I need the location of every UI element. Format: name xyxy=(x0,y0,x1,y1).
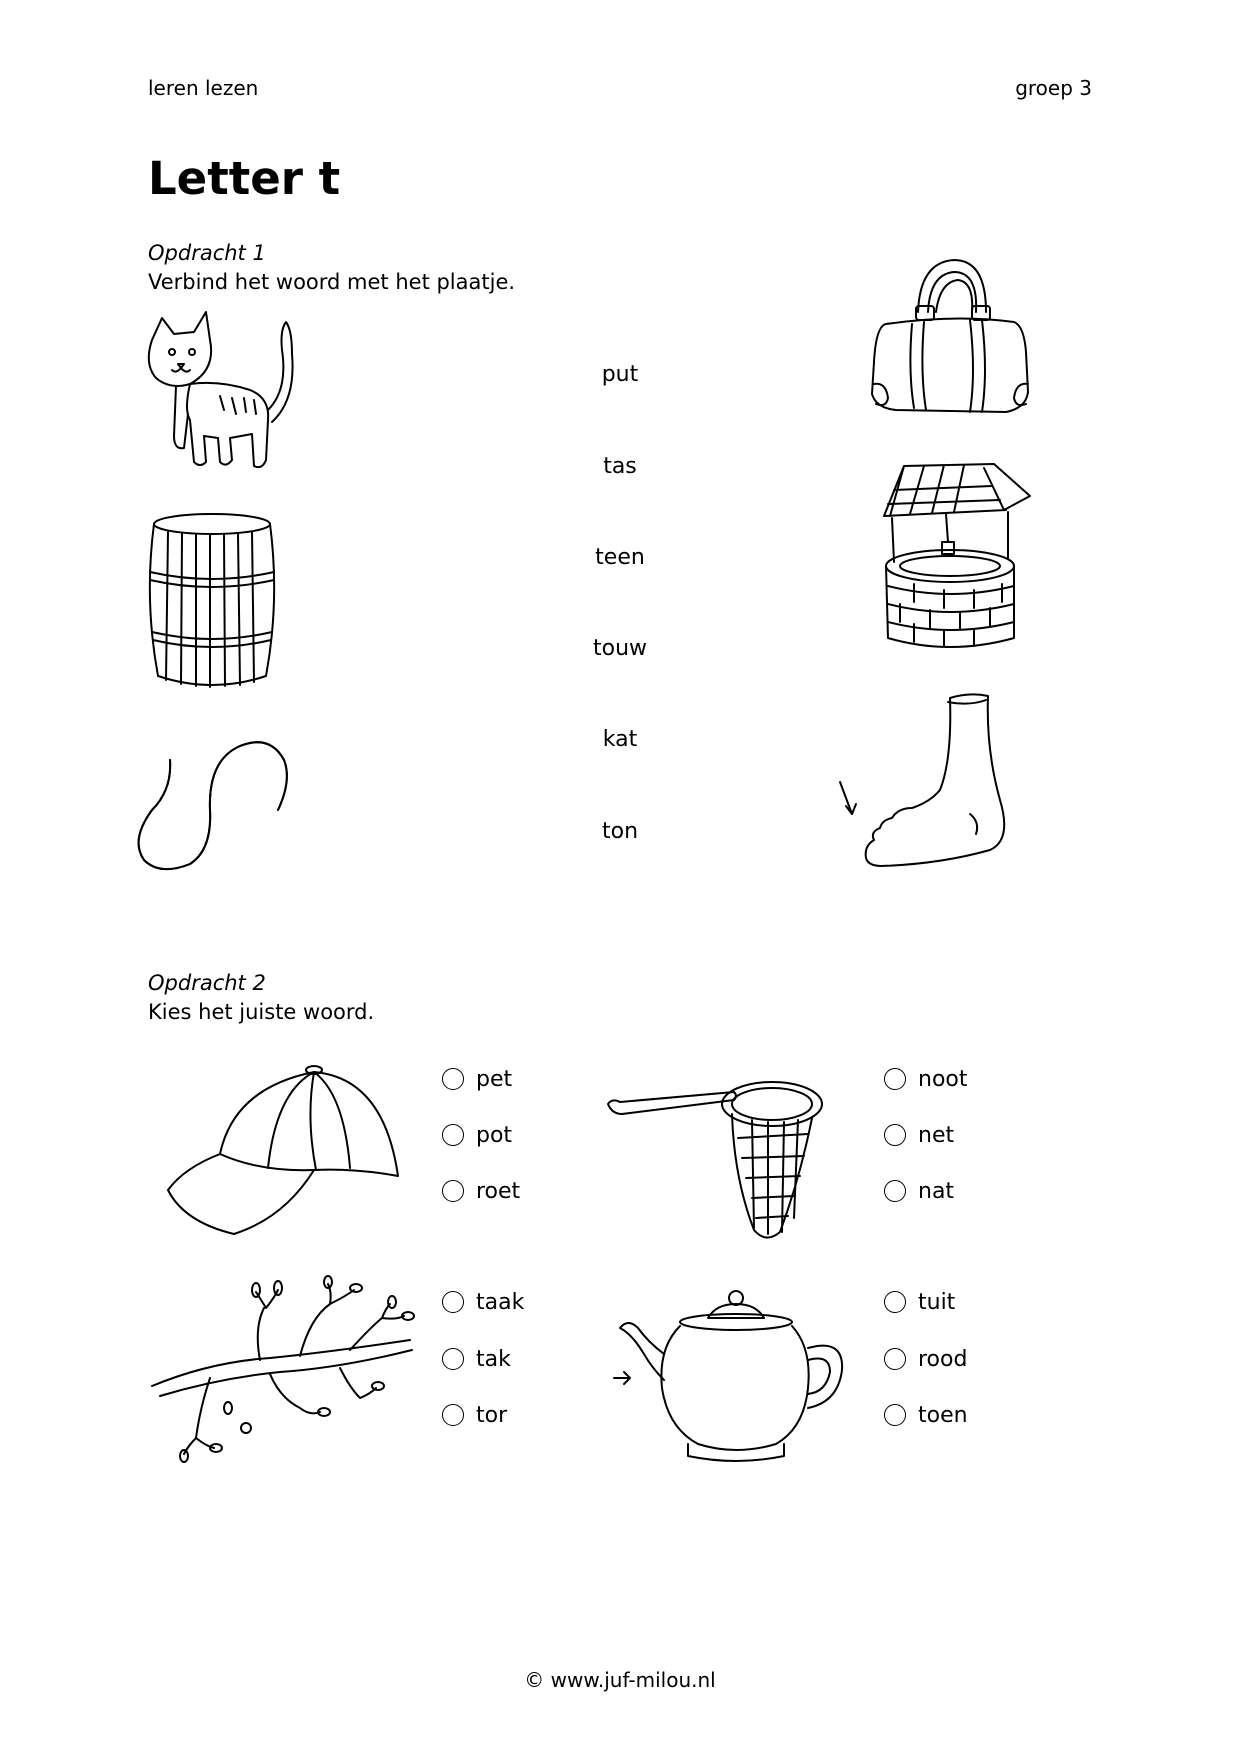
word-kat[interactable]: kat xyxy=(602,727,638,752)
option-nat[interactable] xyxy=(884,1176,954,1206)
option-label: noot xyxy=(918,1066,968,1092)
well-picture[interactable] xyxy=(874,462,1039,652)
option-label: taak xyxy=(476,1289,525,1315)
exercise2-label: Opdracht 2 xyxy=(148,971,266,995)
footer-copyright: © www.juf-milou.nl xyxy=(524,1668,716,1692)
option-label: tor xyxy=(476,1402,508,1428)
radio-button[interactable] xyxy=(884,1068,906,1090)
radio-button[interactable] xyxy=(442,1180,464,1202)
net-picture[interactable] xyxy=(604,1068,834,1248)
teapot-picture[interactable] xyxy=(608,1288,848,1468)
radio-button[interactable] xyxy=(442,1348,464,1370)
option-label: tak xyxy=(476,1346,511,1372)
header-right: groep 3 xyxy=(1015,76,1092,100)
rope-picture[interactable] xyxy=(130,730,305,880)
option-label: pot xyxy=(476,1122,513,1148)
option-roet[interactable] xyxy=(442,1176,520,1206)
header-left: leren lezen xyxy=(148,76,259,100)
page-title: Letter t xyxy=(148,152,341,205)
radio-button[interactable] xyxy=(884,1404,906,1426)
option-noot[interactable] xyxy=(884,1064,968,1094)
option-label: roet xyxy=(476,1178,521,1204)
option-pot[interactable] xyxy=(442,1120,512,1150)
barrel-picture[interactable] xyxy=(148,510,278,690)
bag-picture[interactable] xyxy=(866,252,1036,417)
word-put[interactable]: put xyxy=(601,362,639,387)
word-tas[interactable]: tas xyxy=(603,454,637,479)
radio-button[interactable] xyxy=(884,1348,906,1370)
radio-button[interactable] xyxy=(884,1291,906,1313)
option-label: toen xyxy=(918,1402,968,1428)
foot-picture[interactable] xyxy=(830,690,1030,880)
option-label: rood xyxy=(918,1346,968,1372)
exercise2-instruction: Kies het juiste woord. xyxy=(148,1000,375,1024)
radio-button[interactable] xyxy=(884,1124,906,1146)
option-rood[interactable] xyxy=(884,1344,967,1374)
option-tak[interactable] xyxy=(442,1344,511,1374)
radio-button[interactable] xyxy=(442,1124,464,1146)
radio-button[interactable] xyxy=(442,1404,464,1426)
option-label: nat xyxy=(918,1178,955,1204)
word-touw[interactable]: touw xyxy=(592,636,648,661)
word-ton[interactable]: ton xyxy=(601,819,639,844)
option-tuit[interactable] xyxy=(884,1287,955,1317)
radio-button[interactable] xyxy=(442,1068,464,1090)
cat-picture[interactable] xyxy=(140,310,300,475)
exercise1-label: Opdracht 1 xyxy=(148,241,266,265)
word-teen[interactable]: teen xyxy=(595,545,645,570)
cap-picture[interactable] xyxy=(164,1058,404,1248)
option-net[interactable] xyxy=(884,1120,954,1150)
option-tor[interactable] xyxy=(442,1400,507,1430)
option-toen[interactable] xyxy=(884,1400,968,1430)
branch-picture[interactable] xyxy=(150,1278,420,1458)
option-label: pet xyxy=(476,1066,513,1092)
option-label: net xyxy=(918,1122,955,1148)
option-taak[interactable] xyxy=(442,1287,524,1317)
radio-button[interactable] xyxy=(442,1291,464,1313)
radio-button[interactable] xyxy=(884,1180,906,1202)
option-pet[interactable] xyxy=(442,1064,512,1094)
exercise1-instruction: Verbind het woord met het plaatje. xyxy=(148,270,516,294)
option-label: tuit xyxy=(918,1289,956,1315)
